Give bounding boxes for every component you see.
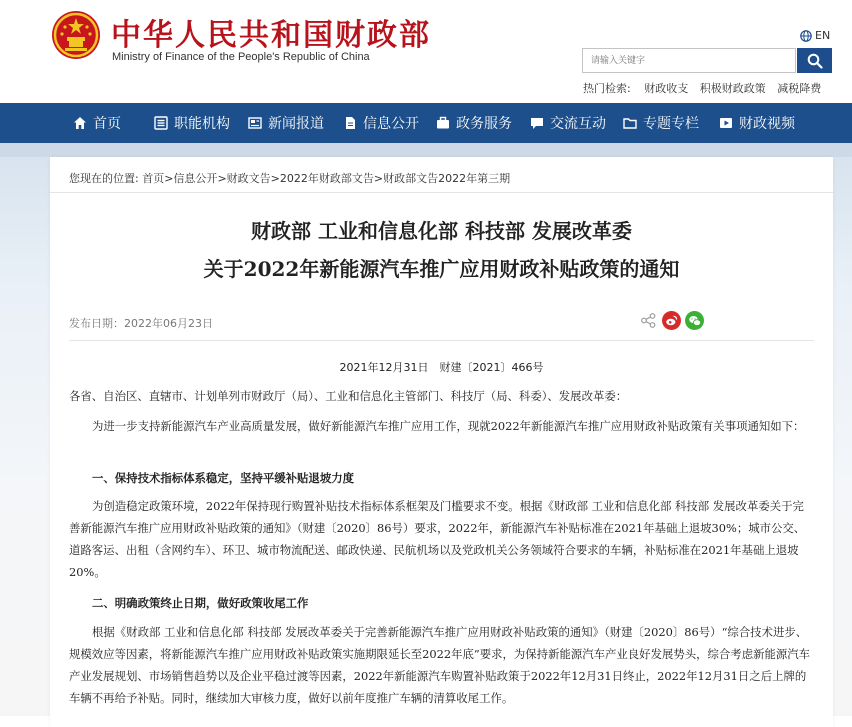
breadcrumb-separator: >	[217, 172, 227, 185]
background-stripe	[0, 143, 852, 157]
nav-label: 首页	[93, 116, 121, 132]
hot-link[interactable]: 减税降费	[777, 82, 822, 95]
article-paragraph: 根据《财政部 工业和信息化部 科技部 发展改革委关于完善新能源汽车推广应用财政补贴政策的通知》（财建〔2020〕86号）“综合技术进步、规模效应等因素，将新能源汽车推广应用财政补贴政策实施期限延长至2022年底”要求，为保持新能源汽车产业良好发展势头，综合考虑新能源汽车产业发展规划、市场销售趋势以及企业平稳过渡等因素，2022年新能源汽车购置补贴政策于2022年12月31日终止，2022年12月31日之后上牌的车辆不再给予补贴。同时，继续加大审核力度，做好以前年度推广车辆的清算收尾工作。	[69, 625, 811, 705]
nav-label: 专题专栏	[643, 116, 699, 132]
site-header	[0, 0, 852, 103]
wechat-share-button[interactable]	[685, 311, 704, 330]
breadcrumb	[69, 170, 510, 186]
breadcrumb-separator: >	[373, 172, 384, 185]
search-button[interactable]	[797, 48, 832, 73]
hot-link[interactable]: 财政收支	[644, 82, 689, 95]
hot-search-label: 热门检索:	[583, 82, 631, 95]
section-heading: 一、保持技术指标体系稳定，坚持平缓补贴退坡力度	[92, 471, 354, 485]
nav-item-services[interactable]	[436, 103, 512, 143]
home-icon	[73, 116, 87, 130]
nav-label: 交流互动	[550, 116, 606, 132]
publish-date: 发布日期：2022年06月23日	[69, 317, 213, 330]
share-icon	[640, 312, 657, 329]
nav-item-news[interactable]	[248, 103, 324, 143]
site-title[interactable]: 中华人民共和国财政部	[111, 18, 431, 53]
weibo-icon	[665, 314, 678, 327]
article-paragraph: 为创造稳定政策环境，2022年保持现行购置补贴技术指标体系框架及门槛要求不变。根据《财政部 工业和信息化部 科技部 发展改革委关于完善新能源汽车推广应用财政补贴政策的通知》（财建〔2020〕86号）要求，2022年，新能源汽车补贴标准在2021年基础上退坡30%；城市公交、道路客运、出租（含网约车）、环卫、城市物流配送、邮政快递、民航机场以及党政机关公务领域符合要求的车辆，补贴标准在2021年基础上退坡20%。	[69, 499, 806, 579]
nav-item-departments[interactable]	[154, 103, 230, 143]
nav-item-interaction[interactable]	[530, 103, 606, 143]
share-button[interactable]	[639, 311, 658, 330]
breadcrumb-divider	[50, 192, 833, 193]
weibo-share-button[interactable]	[662, 311, 681, 330]
nav-label: 新闻报道	[268, 116, 324, 132]
language-label: EN	[815, 29, 831, 42]
breadcrumb-separator: >	[164, 172, 174, 185]
breadcrumb-prefix: 您现在的位置:	[69, 172, 139, 185]
meta-divider	[69, 340, 814, 341]
breadcrumb-item[interactable]: 首页	[142, 172, 165, 185]
article-title-line1: 财政部 工业和信息化部 科技部 发展改革委	[251, 219, 632, 243]
nav-item-info-disclosure[interactable]	[343, 103, 419, 143]
site-subtitle-en: Ministry of Finance of the People's Republic of China	[112, 51, 370, 63]
search-icon	[807, 53, 823, 69]
nav-label: 财政视频	[739, 116, 795, 132]
section-heading: 二、明确政策终止日期，做好政策收尾工作	[92, 596, 309, 610]
nav-label: 信息公开	[363, 116, 419, 132]
nav-item-topics[interactable]	[623, 103, 699, 143]
folder-icon	[623, 116, 637, 130]
language-switch[interactable]	[800, 29, 830, 42]
breadcrumb-item[interactable]: 信息公开	[173, 172, 218, 185]
nav-label: 职能机构	[174, 116, 230, 132]
chat-icon	[530, 116, 544, 130]
briefcase-icon	[436, 116, 450, 130]
news-icon	[248, 116, 262, 130]
wechat-icon	[688, 314, 702, 328]
main-nav	[0, 103, 852, 143]
breadcrumb-item[interactable]: 财政文告	[226, 172, 271, 185]
breadcrumb-item[interactable]: 2022年财政部文告	[279, 172, 374, 185]
search-input[interactable]	[582, 48, 796, 73]
globe-icon	[800, 30, 812, 42]
document-icon	[343, 116, 357, 130]
nav-label: 政务服务	[456, 116, 512, 132]
article-paragraph: 为进一步支持新能源汽车产业高质量发展，做好新能源汽车推广应用工作，现就2022年新能源汽车推广应用财政补贴政策有关事项通知如下：	[92, 419, 805, 433]
list-icon	[154, 116, 168, 130]
nav-item-videos[interactable]	[719, 103, 795, 143]
hot-search	[583, 80, 829, 96]
video-icon	[719, 116, 733, 130]
hot-link[interactable]: 积极财政政策	[699, 82, 766, 95]
breadcrumb-separator: >	[270, 172, 280, 185]
article-title-line2: 关于2022年新能源汽车推广应用财政补贴政策的通知	[203, 257, 680, 281]
share-bar	[639, 311, 704, 330]
nav-item-home[interactable]	[73, 103, 121, 143]
addressee: 各省、自治区、直辖市、计划单列市财政厅（局）、工业和信息化主管部门、科技厅（局、科委）、发展改革委：	[69, 389, 628, 403]
document-number: 2021年12月31日 财建〔2021〕466号	[339, 361, 544, 374]
national-emblem-icon	[51, 10, 101, 60]
breadcrumb-item[interactable]: 财政部文告2022年第三期	[383, 172, 511, 185]
